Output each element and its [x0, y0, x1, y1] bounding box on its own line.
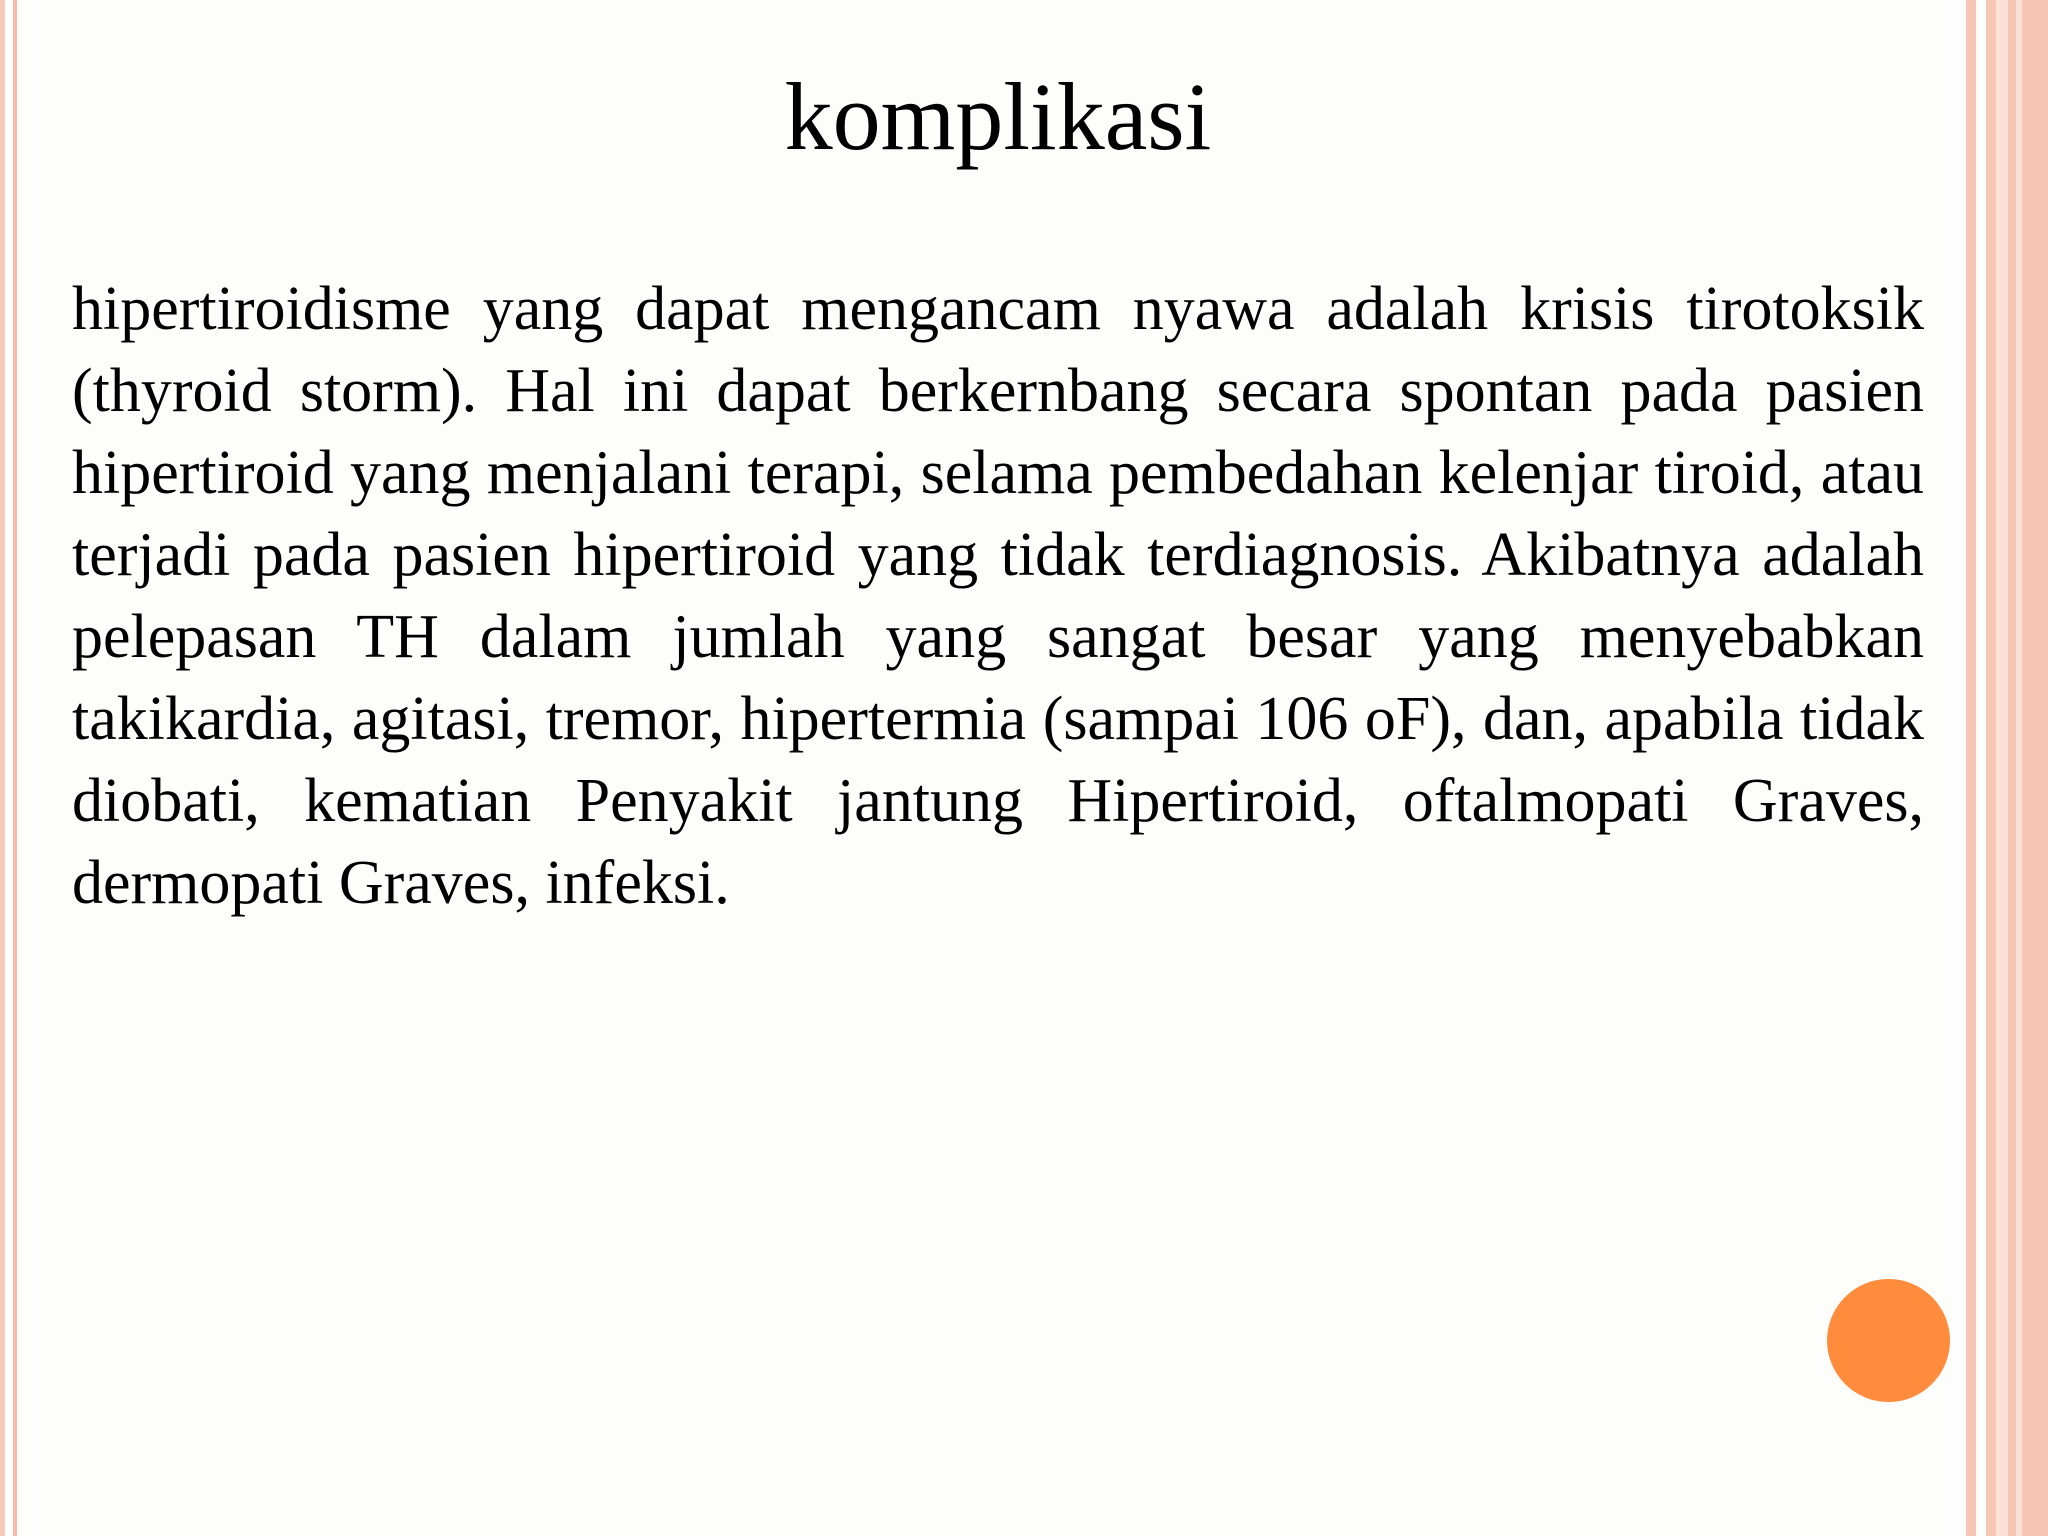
right-border-line — [1996, 0, 2008, 1536]
orange-dot-decoration — [1827, 1279, 1950, 1402]
slide-title: komplikasi — [784, 63, 1212, 170]
left-border-outer — [0, 0, 5, 1536]
slide-body-text: hipertiroidisme yang dapat mengancam nyawa adalah krisis tirotoksik (thyroid storm). Hal ini dapat berkernbang secara spontan pada pasien hipertiroid yang menjalani terapi, selama pembedahan kelenjar tiroid, atau terjadi pada pasien hipertiroid yang tidak terdiagnosis. Akibatnya adalah pelepasan TH dalam jumlah yang sangat besar yang menyebabkan takikardia, agitasi, tremor, hipertermia (sampai 106 oF), dan, apabila tidak diobati, kematian Penyakit jantung Hipertiroid, oftalmopati Graves, dermopati Graves, infeksi. — [72, 275, 1924, 917]
left-border-inner — [13, 0, 17, 1536]
right-border-gap — [1976, 0, 1986, 1536]
right-border-line-2 — [2016, 0, 2022, 1536]
